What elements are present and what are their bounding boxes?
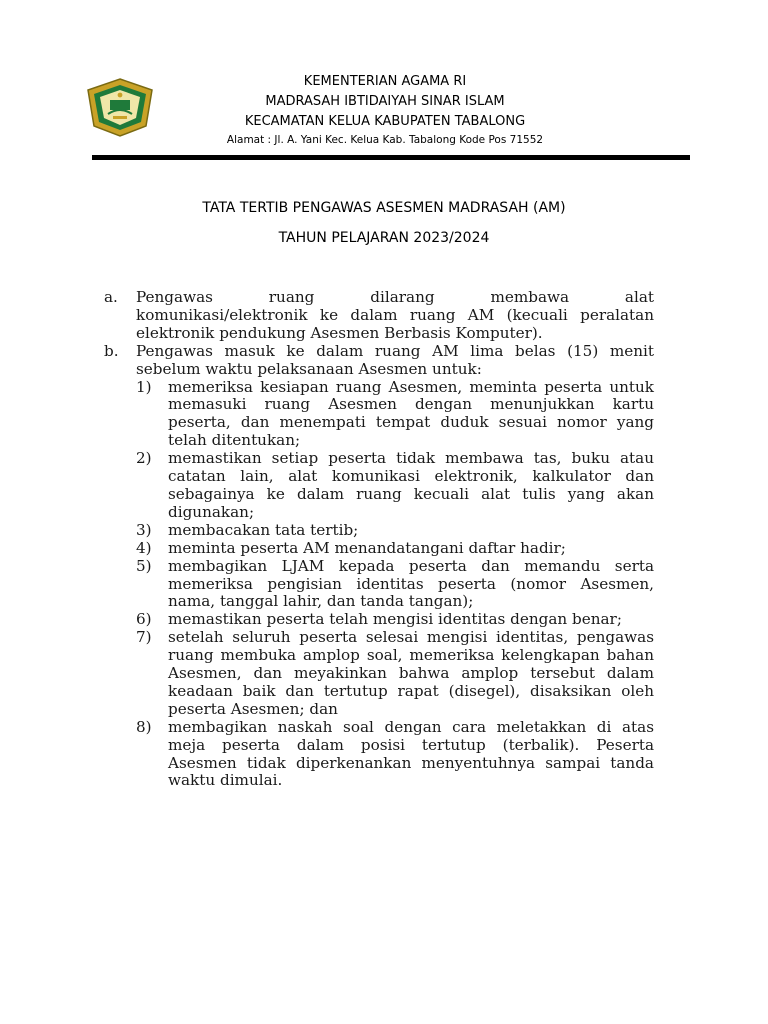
rule-subitem-3 — [104, 522, 654, 540]
subitem-marker: 2) — [136, 449, 152, 468]
subitem-marker: 7) — [136, 628, 152, 647]
rules-list — [104, 289, 654, 790]
rule-item-a — [104, 289, 654, 343]
subitem-text: memastikan peserta telah mengisi identitas dengan benar; — [168, 610, 622, 629]
academic-year-title: TAHUN PELAJARAN 2023/2024 — [278, 230, 490, 246]
rule-subitem-4 — [104, 540, 654, 558]
subitem-marker: 6) — [136, 610, 152, 629]
rule-subitem-8 — [104, 719, 654, 791]
subitem-marker: 3) — [136, 520, 152, 539]
letterhead — [150, 72, 620, 148]
rule-marker: b. — [104, 341, 119, 360]
subitem-marker: 1) — [136, 377, 152, 396]
rule-text: komunikasi/elektronik ke dalam ruang AM (kecuali peralatan elektronik pendukung Asesmen Berbasis Komputer). — [136, 305, 654, 342]
subitem-text: membacakan tata tertib; — [168, 520, 359, 539]
rule-subitem-7 — [104, 629, 654, 719]
rule-subitem-1 — [104, 379, 654, 451]
subitem-text: membagikan LJAM kepada peserta dan memandu serta memeriksa pengisian identitas peserta (nomor Asesmen, nama, tanggal lahir, dan tanda tangan); — [168, 556, 654, 611]
rule-subitem-2 — [104, 450, 654, 522]
ministry-name: KEMENTERIAN AGAMA RI — [303, 74, 467, 89]
school-address: Alamat : Jl. A. Yani Kec. Kelua Kab. Tabalong Kode Pos 71552 — [226, 134, 544, 146]
rule-subitem-6 — [104, 611, 654, 629]
rule-subitem-5 — [104, 558, 654, 612]
school-name: MADRASAH IBTIDAIYAH SINAR ISLAM — [265, 94, 505, 109]
subitem-marker: 4) — [136, 538, 152, 557]
subitem-text: membagikan naskah soal dengan cara meletakkan di atas meja peserta dalam posisi tertutup (terbalik). Peserta Asesmen tidak diperkenankan menyentuhnya sampai tanda waktu dimulai. — [168, 717, 654, 790]
rule-item-b — [104, 343, 654, 379]
subitem-marker: 8) — [136, 717, 152, 736]
rule-text: Pengawas ruang dilarang membawa alat — [136, 288, 654, 306]
kemenag-emblem-icon — [80, 76, 160, 138]
district-name: KECAMATAN KELUA KABUPATEN TABALONG — [244, 114, 526, 129]
subitem-text: setelah seluruh peserta selesai mengisi identitas, pengawas ruang membuka amplop soal, memeriksa kelengkapan bahan Asesmen, dan meyakinkan bahwa amplop tersebut dalam keadaan baik dan tertutup rapat (disegel), disaksikan oleh peserta Asesmen; dan — [168, 628, 654, 718]
subitem-text: memastikan setiap peserta tidak membawa tas, buku atau catatan lain, alat komunikasi elektronik, kalkulator dan sebagainya ke dalam ruang kecuali alat tulis yang akan digunakan; — [168, 449, 654, 521]
rule-text: Pengawas masuk ke dalam ruang AM lima belas (15) menit sebelum waktu pelaksanaan Asesmen untuk: — [136, 341, 654, 378]
letterhead-divider — [92, 155, 690, 160]
subitem-marker: 5) — [136, 556, 152, 575]
rule-marker: a. — [104, 288, 118, 306]
document-title: TATA TERTIB PENGAWAS ASESMEN MADRASAH (AM) — [202, 200, 566, 216]
subitem-text: memeriksa kesiapan ruang Asesmen, meminta peserta untuk memasuki ruang Asesmen dengan menunjukkan kartu peserta, dan menempati tempat duduk sesuai nomor yang telah ditentukan; — [168, 377, 654, 450]
subitem-text: meminta peserta AM menandatangani daftar hadir; — [168, 538, 566, 557]
